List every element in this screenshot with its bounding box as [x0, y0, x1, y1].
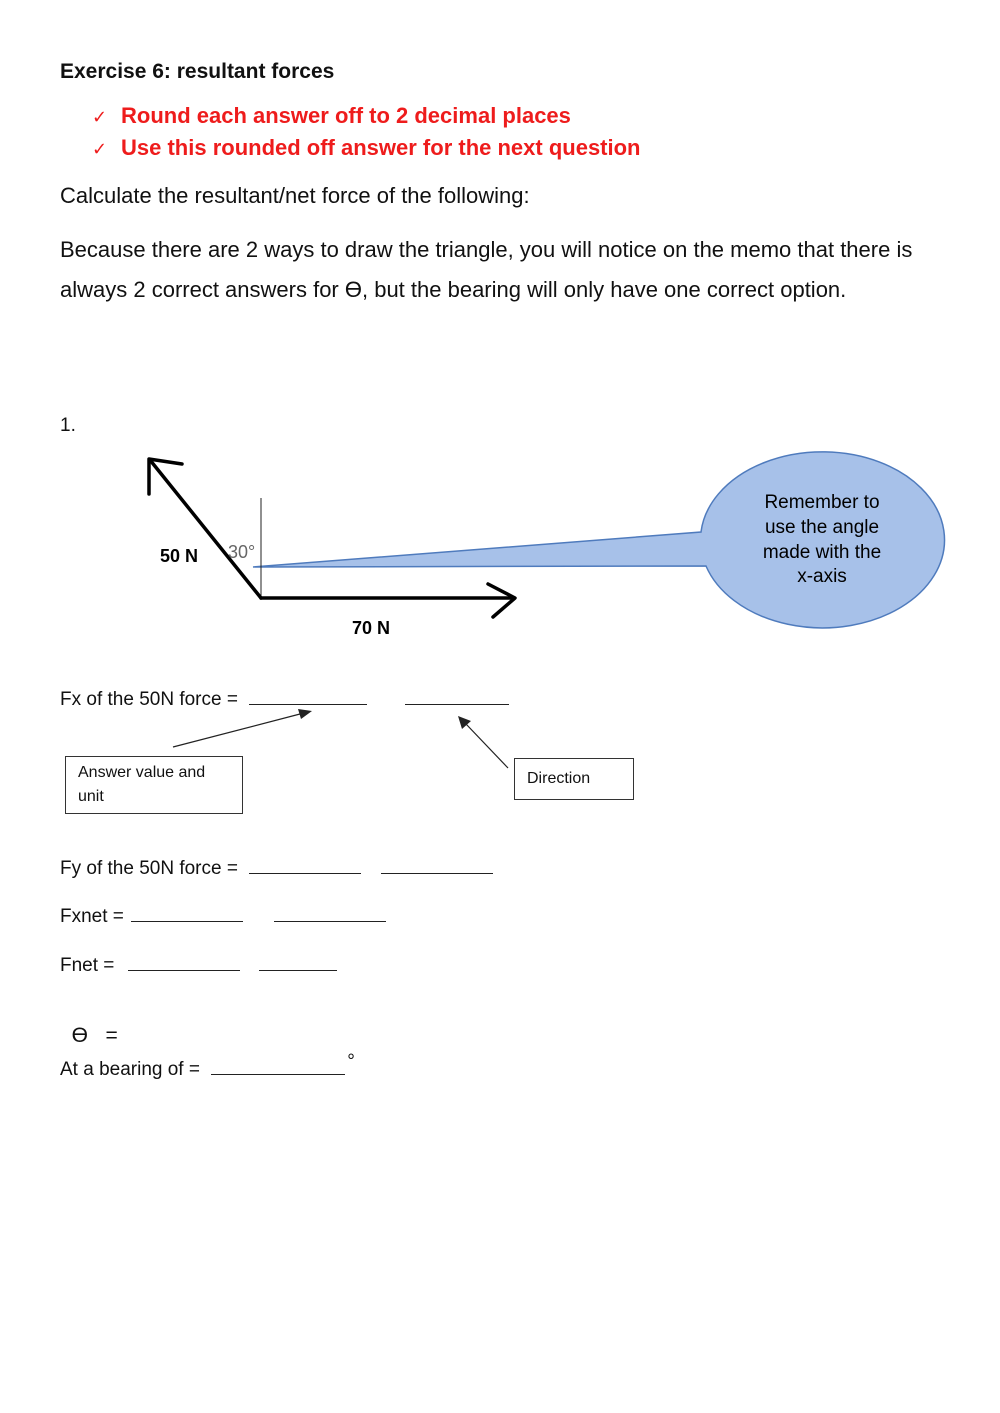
arrowhead-icon — [298, 709, 312, 719]
direction-hint-arrow — [466, 724, 508, 768]
note-paragraph: Because there are 2 ways to draw the triangle, you will notice on the memo that there is always 2 correct answers for ϴ, but the bearing will only have one correct option. — [60, 237, 913, 302]
force-50n-label: 50 N — [160, 546, 199, 566]
force-70n-label: 70 N — [352, 618, 391, 638]
fnet-direction-blank[interactable] — [259, 952, 337, 971]
fy-direction-blank[interactable] — [381, 855, 493, 874]
callout-bubble — [253, 452, 945, 628]
check-icon: ✓ — [92, 107, 108, 128]
theta-label: ϴ = — [71, 1024, 118, 1047]
callout-line: x-axis — [797, 566, 847, 587]
fnet-value-blank[interactable] — [128, 952, 240, 971]
force-diagram — [0, 0, 1000, 700]
direction-hint-box: Direction — [514, 758, 634, 800]
fy-value-blank[interactable] — [249, 855, 361, 874]
callout-line: Remember to — [764, 492, 880, 513]
fnet-label: Fnet = — [60, 955, 115, 976]
fxnet-row — [60, 903, 386, 928]
callout-line: made with the — [762, 542, 882, 563]
bearing-value-blank[interactable] — [211, 1056, 345, 1075]
force-50n-vector — [150, 460, 261, 598]
fxnet-label: Fxnet = — [60, 906, 124, 927]
bearing-label: At a bearing of = — [60, 1059, 200, 1080]
fy-row — [60, 855, 493, 880]
fx-label: Fx of the 50N force = — [60, 689, 238, 710]
degree-symbol: ° — [347, 1051, 355, 1072]
fnet-row — [60, 952, 337, 977]
exercise-title: Exercise 6: resultant forces — [60, 60, 335, 83]
arrowhead-70n — [488, 584, 515, 617]
value-hint-arrow — [173, 714, 300, 747]
fy-label: Fy of the 50N force = — [60, 858, 238, 879]
callout-line: use the angle — [764, 517, 880, 538]
checklist-item-label: Round each answer off to 2 decimal places — [121, 103, 571, 128]
checklist-item-label: Use this rounded off answer for the next question — [121, 135, 641, 160]
question-number: 1. — [60, 415, 76, 436]
angle-label: 30° — [228, 542, 256, 562]
instruction-text: Calculate the resultant/net force of the following: — [60, 183, 530, 208]
bearing-row — [60, 1051, 355, 1081]
theta-row — [60, 1000, 118, 1048]
answer-value-hint-box: Answer value and unit — [65, 756, 243, 814]
check-icon: ✓ — [92, 139, 108, 160]
fxnet-direction-blank[interactable] — [274, 903, 386, 922]
fxnet-value-blank[interactable] — [131, 903, 243, 922]
